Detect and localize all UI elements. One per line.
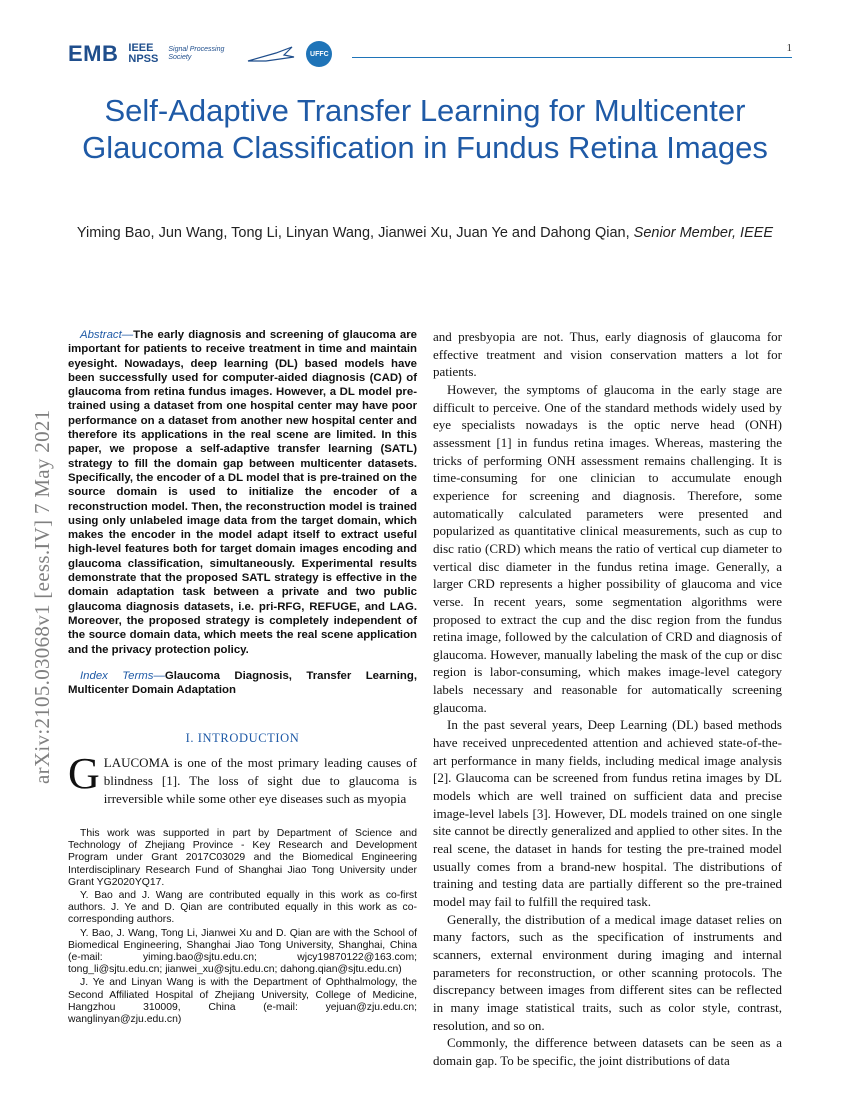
section-heading-introduction: I. INTRODUCTION — [185, 731, 300, 746]
publisher-logos — [68, 36, 332, 72]
uffc-logo: UFFC — [306, 41, 332, 67]
abstract — [68, 328, 417, 657]
footnote-funding: This work was supported in part by Department of Science and Technology of Zhejiang Province - Key Research and Development Program under Grant 2017C03029 and the Biomedical Engineering Interdisciplinary Research Fund of Shanghai Jiao Tong University under Grant YG2020YQ17. — [68, 828, 417, 888]
abstract-label: Abstract— — [80, 329, 134, 341]
index-terms-text: Glaucoma Diagnosis, Transfer Learning, Multicenter Domain Adaptation — [68, 669, 417, 697]
abstract-text: The early diagnosis and screening of glaucoma are important for patients to receive treatment in time and maintain eyesight. Nowadays, deep learning (DL) based models have been successfully used for computer-aided diagnosis (CAD) of glaucoma from retina fundus images. However, a DL model pre-trained using a dataset from one hospital center may have poor performance on a dataset from another new hospital center and therefore its applications in the real scene are limited. In this paper, we propose a self-adaptive transfer learning (SATL) strategy to fill the domain gap between multicenter datasets. Specifically, the encoder of a DL model that is pre-trained on the source domain is used to initialize the encoder of a reconstruction model. Then, the reconstruction model is trained using only unlabeled image data from the target domain, which makes the encoder in the model adapt itself to extract useful high-level features both for target domain images encoding and glaucoma classification, simultaneously. Experimental results demonstrate that the proposed SATL strategy is effective in the domain adaptation task between a private and two public glaucoma diagnosis datasets, i.e. pri-RFG, REFUGE, and LAG. Moreover, the proposed strategy is completely independent of the source domain data, which meets the real scene application and the privacy protection policy. — [68, 329, 417, 656]
arxiv-stamp: arXiv:2105.03068v1 [eess.IV] 7 May 2021 — [30, 409, 54, 784]
npss-logo — [128, 43, 158, 65]
index-terms-label: Index Terms— — [80, 669, 165, 682]
author-membership: Senior Member, IEEE — [633, 225, 774, 241]
body-paragraph: Commonly, the difference between datasets can be seen as a domain gap. To be specific, the joint distributions of data — [433, 1035, 782, 1068]
intro-paragraph — [68, 749, 417, 807]
footnote-affiliation-zju: J. Ye and Linyan Wang is with the Department of Ophthalmology, the Second Affiliated Hospital of Zhejiang University, College of Medicine, Hangzhou 310009, China (e-mail: yejuan@zju.edu.cn; wanglinyan@zju.edu.cn) — [68, 977, 417, 1026]
intro-lead-text: LAUCOMA is one of the most primary leading causes of blindness [1]. The loss of sight due to glaucoma is irreversible while some other eye diseases such as myopia — [103, 755, 417, 806]
author-list — [70, 224, 780, 243]
footnote-contribution: Y. Bao and J. Wang are contributed equally in this work as co-first authors. J. Ye and D. Qian are contributed equally in this work as co-corresponding authors. — [68, 890, 417, 926]
npss-logo-line1: IEEE — [128, 42, 154, 54]
footnotes — [68, 828, 417, 1027]
npss-logo-line2: NPSS — [128, 53, 159, 65]
footnote-affiliation-sjtu: Y. Bao, J. Wang, Tong Li, Jianwei Xu and D. Qian are with the School of Biomedical Engineering, Shanghai Jiao Tong University, Shanghai, China (e-mail: yiming.bao@sjtu.edu.cn; wjcy19870122@163.com; tong_li@sjtu.edu.cn; jianwei_xu@sjtu.edu.cn; dahong.qian@sjtu.edu.cn) — [68, 927, 417, 976]
drop-cap: G — [68, 749, 100, 799]
left-column — [68, 328, 417, 807]
body-paragraph: In the past several years, Deep Learning (DL) based methods have received unprecedented attention and achieved state-of-the-art performance in many fields, including medical image analysis [2]. Glaucoma can be screened from fundus retina images by DL models which are well trained on sufficient data and precise image-level labels [3]. However, DL models trained on one single site cannot be directly generalized and applied to other sites. In the real scene, the dataset in hands for testing the pre-trained model usually comes from a brand-new hospital. The distributions of training and testing data are partially different so the pre-trained model may fail to fulfill the required task. — [433, 717, 782, 909]
index-terms — [68, 669, 417, 698]
author-names: Yiming Bao, Jun Wang, Tong Li, Linyan Wang, Jianwei Xu, Juan Ye and Dahong Qian, — [76, 225, 630, 241]
header-rule — [352, 57, 792, 58]
bird-logo-icon — [246, 43, 296, 65]
paper-title: Self-Adaptive Transfer Learning for Multicenter Glaucoma Classification in Fundus Retina Images — [82, 93, 768, 165]
right-column — [433, 328, 782, 1070]
body-paragraph: However, the symptoms of glaucoma in the early stage are difficult to perceive. One of the standard methods widely used by eye specialists nowadays is the optic nerve head (ONH) assessment [1] in fundus retina images. Whereas, mastering the tricks of performing ONH assessment remains challenging. It is time-consuming for one clinician to accumulate enough experience for screening and diagnosis. Therefore, some automatically calculated parameters were presented and popularized as quantitative clinical measurements, such as cup to disc ratio (CRD) which means the ratio of vertical cup diameter to vertical disc diameter in the fundus retina image. Generally, a larger CRD represents a higher possibility of glaucoma and vice verse. In recent years, some segmentation algorithms were proposed to extract the cup and the disc region from the fundus retina image, followed by the calculation of CRD and diagnosis of glaucoma. However, manually labeling the mask of the cup or disc region is labor-consuming, which makes image-level category labels necessary and reasonable for automatically screening glaucoma. — [433, 381, 782, 715]
body-paragraph: Generally, the distribution of a medical image dataset relies on many factors, such as the specification of instruments and scanners, external environment during imaging and internal parameters for reconstruction, or other scanning protocols. The discrepancy between images from different sites can be reflected in many image statistical traits, such as color style, contrast, resolution, and so on. — [433, 911, 782, 1033]
emb-logo: EMB — [68, 41, 119, 66]
body-paragraph: and presbyopia are not. Thus, early diagnosis of glaucoma for effective treatment and vision conservation matters a lot for patients. — [433, 329, 782, 380]
sps-logo: Signal Processing Society — [168, 46, 225, 61]
page-number: 1 — [786, 42, 792, 54]
